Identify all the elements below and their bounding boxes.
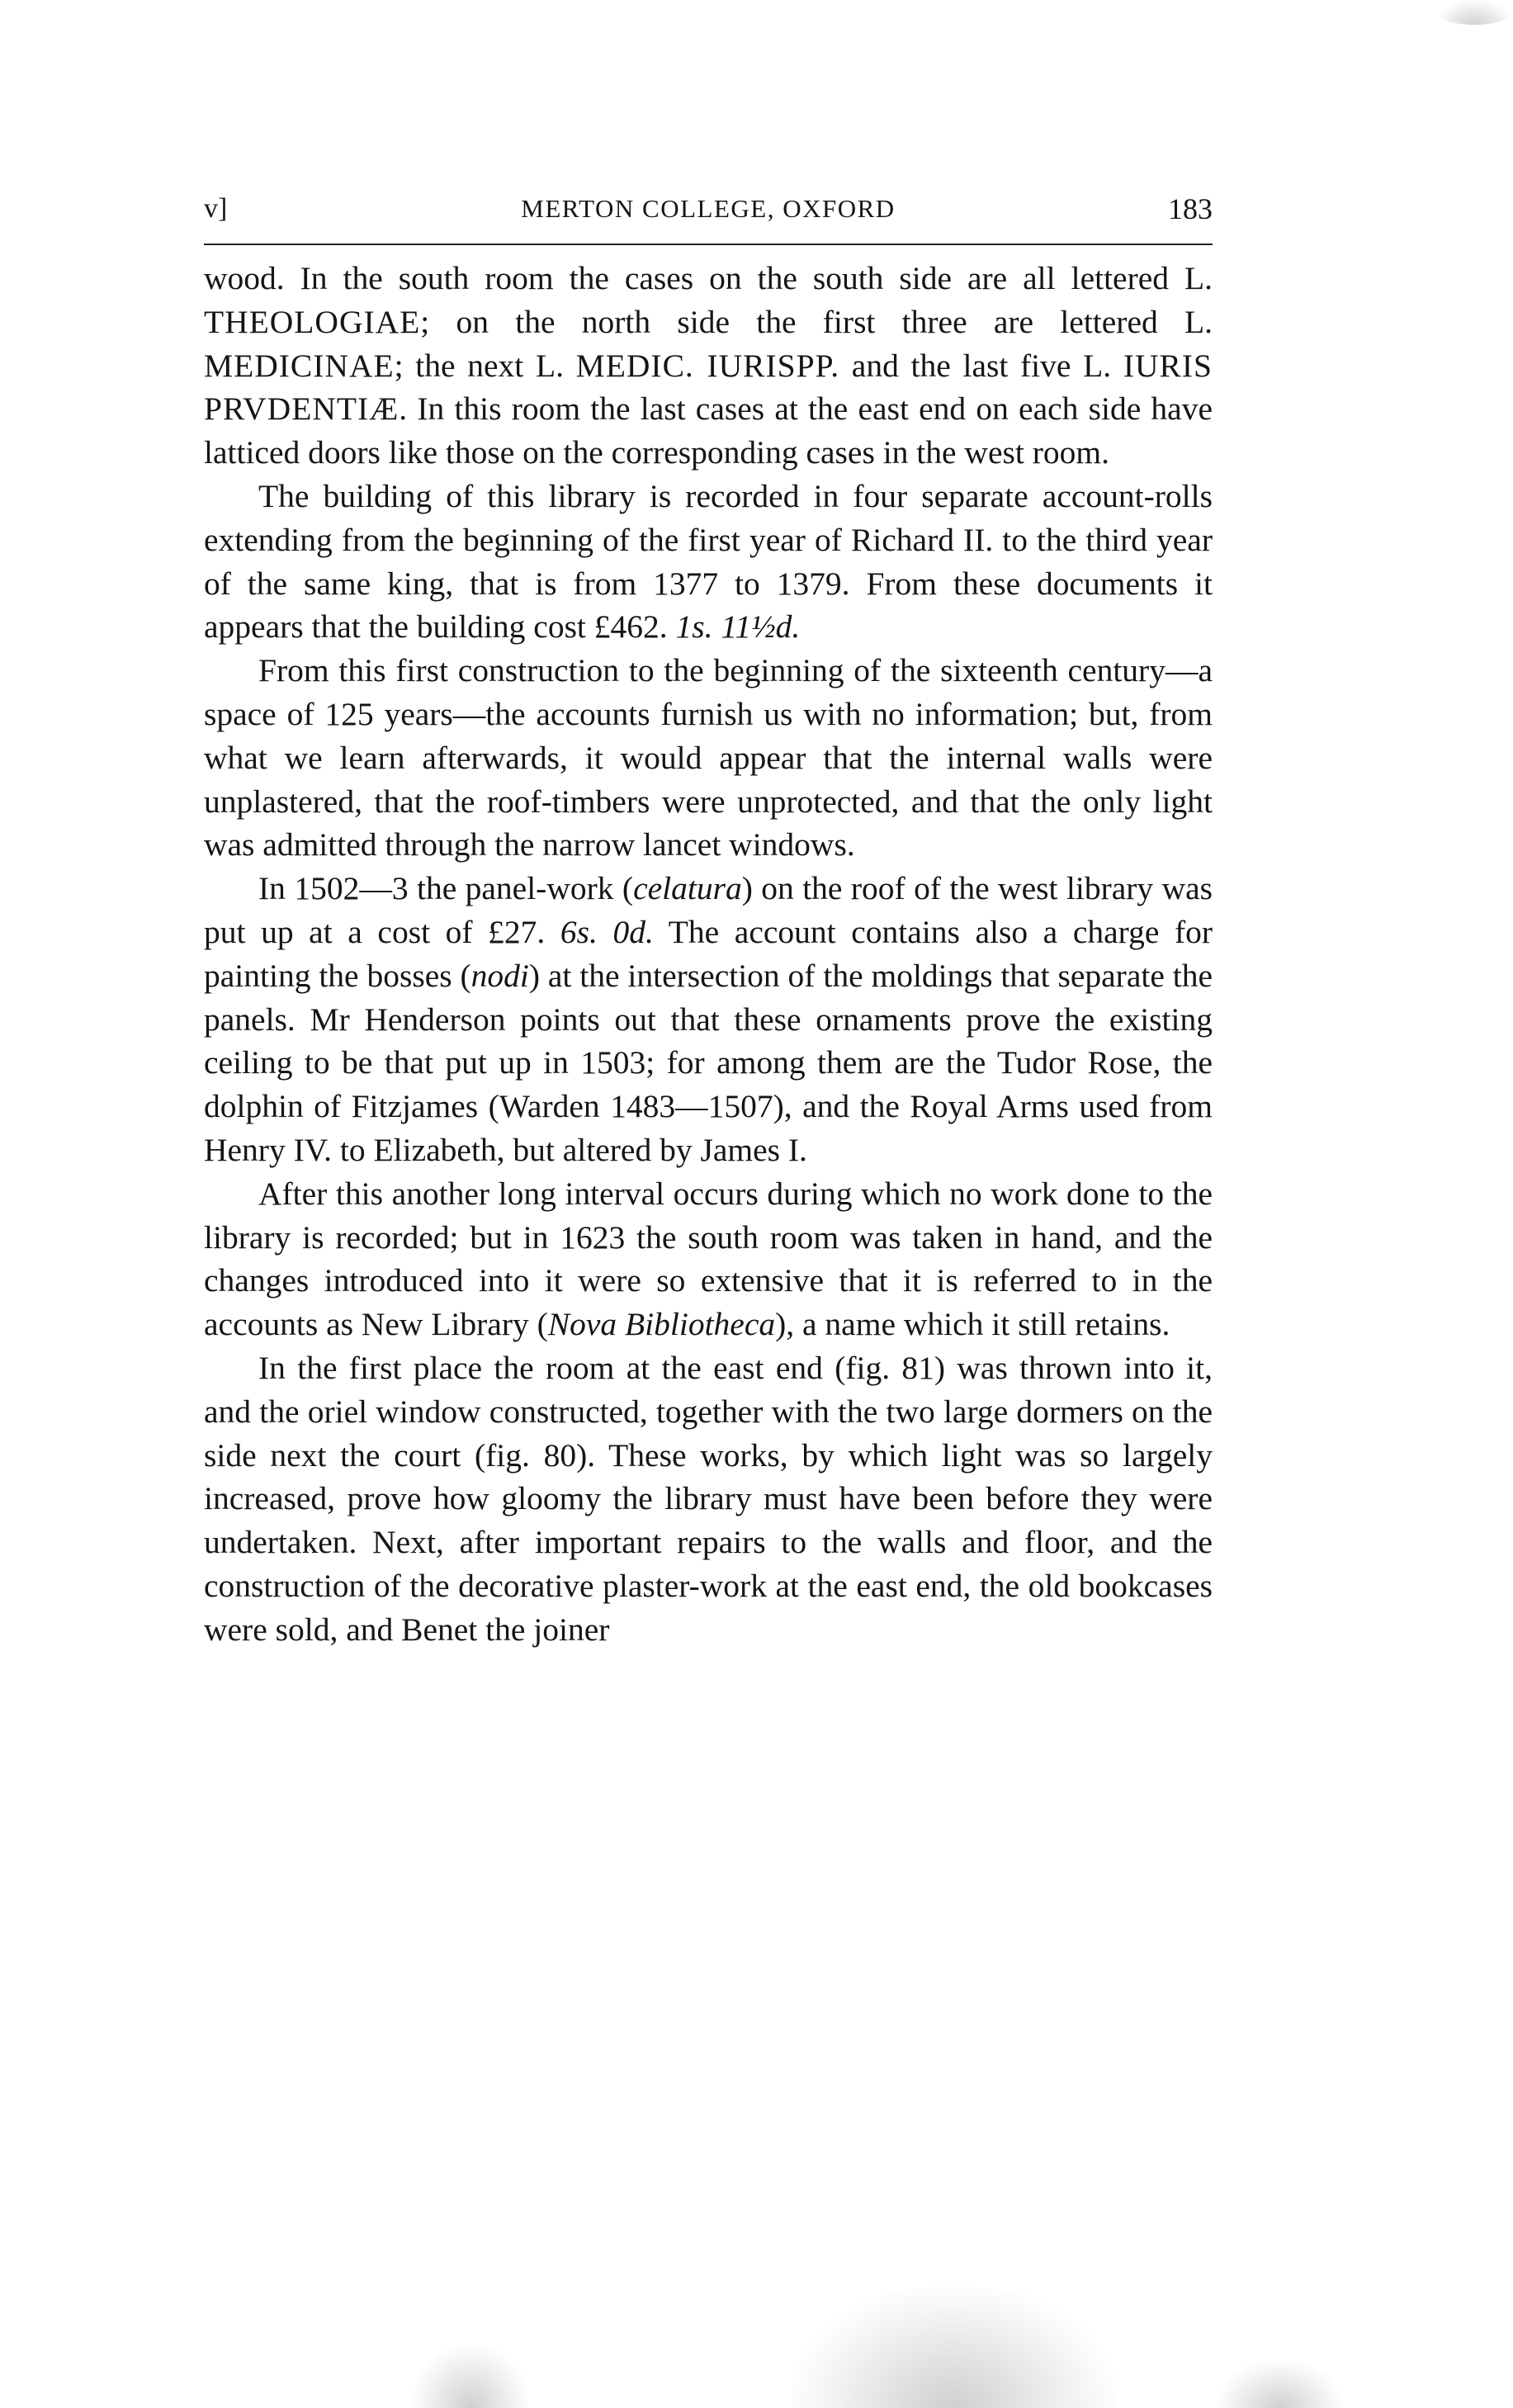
text-run: and the last five L. [839, 347, 1123, 384]
italic-text: 6s. 0d. [560, 913, 654, 950]
italic-text: celatura [633, 870, 742, 907]
body-text [204, 257, 1213, 1652]
paragraph [204, 1172, 1213, 1346]
page-number: 183 [1168, 192, 1213, 225]
running-title: MERTON COLLEGE, OXFORD [521, 194, 896, 223]
paragraph [204, 1346, 1213, 1652]
scan-artifact [1217, 2361, 1341, 2408]
case-label-text: MEDIC. IURISPP. [575, 347, 840, 384]
text-run: After this another long interval occurs during which no work done to the library is recorded; but in 1623 the south room was taken in hand, and the changes introduced into it were so extensive that it is referred to in the accounts as New Library ( [204, 1175, 1213, 1343]
paragraph [204, 475, 1213, 649]
case-label-text: MEDICINAE [204, 347, 395, 384]
paragraph [204, 257, 1213, 475]
text-run: The building of this library is recorded in four separate account-rolls extending from the beginning of the first year of Richard II. to the third year of the same king, that is from 1377 to 1379. From these documents it appears that the building cost £462. [204, 477, 1213, 646]
text-run: In 1502—3 the panel-work ( [258, 870, 634, 907]
chapter-marker: v] [204, 193, 228, 224]
header-rule [204, 244, 1213, 245]
scan-artifact [1436, 0, 1513, 25]
paragraph [204, 649, 1213, 867]
text-run: The account contains also a charge for painting the bosses ( [204, 913, 1213, 994]
running-head [204, 186, 1213, 232]
italic-text: nodi [470, 957, 529, 994]
text-run: wood. In the south room the cases on the south side are all lettered L. [204, 260, 1213, 296]
italic-text: 1s. 11½d. [675, 608, 801, 646]
text-run: ; the next L. [394, 347, 576, 384]
case-label-text: IURIS PRVDENTIÆ [204, 347, 1213, 428]
text-run: From this first construction to the beginning of the sixteenth century—a space of 125 years—the accounts furnish us with no information; but, from what we learn afterwards, it would appear that the internal walls were unplastered, that the roof-timbers were unprotected, and that the only light was admitted through the narrow lancet windows. [204, 652, 1213, 863]
scan-artifact [413, 2344, 528, 2408]
text-run: In the first place the room at the east end (fig. 81) was thrown into it, and the oriel window constructed, together with the two large dormers on the side next the court (fig. 80). These works, by which light was so largely increased, prove how gloomy the library must have been before they were undertaken. Next, after important repairs to the walls and floor, and the construction of the decorative plaster-work at the east end, the old bookcases were sold, and Benet the joiner [204, 1349, 1213, 1648]
book-page [204, 186, 1213, 1652]
text-run: . In this room the last cases at the east end on each side have latticed doors like those on the corresponding cases in the west room. [204, 390, 1213, 471]
scan-artifact [792, 2287, 1114, 2408]
text-run: ) on the roof of the west library was put up at a cost of £27. [204, 870, 1213, 950]
text-run: ) at the intersection of the moldings that separate the panels. Mr Henderson points out that these ornaments prove the existing ceiling to be that put up in 1503; for among them are the Tudor Rose, the dolphin of Fitzjames (Warden 1483—1507), and the Royal Arms used from Henry IV. to Elizabeth, but altered by James I. [204, 957, 1213, 1168]
text-run: ), a name which it still retains. [775, 1306, 1170, 1343]
text-run: ; on the north side the first three are lettered L. [420, 303, 1213, 340]
paragraph [204, 867, 1213, 1172]
case-label-text: THEOLOGIAE [204, 303, 421, 340]
italic-text: Nova Bibliotheca [547, 1306, 776, 1343]
